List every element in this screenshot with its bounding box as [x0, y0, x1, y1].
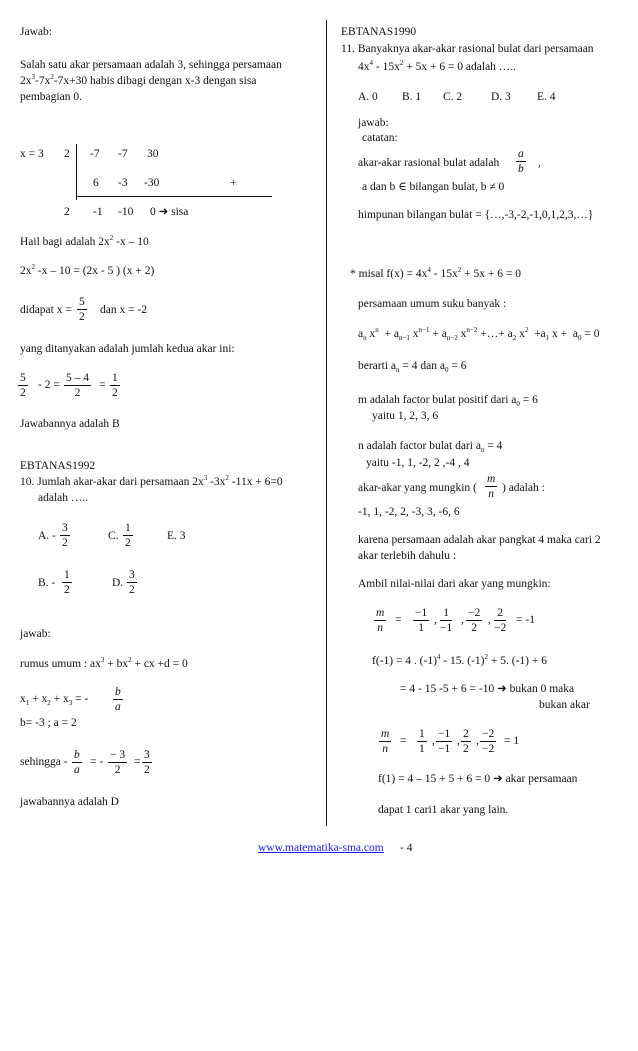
option-e: E. 3	[167, 530, 186, 542]
text-line: yaitu 1, 2, 3, 6	[372, 410, 439, 422]
text-line: = -1	[516, 614, 535, 626]
text-line: b= -3 ; a = 2	[20, 717, 77, 729]
fraction: $\frac{5 - 4}{2}$	[66, 372, 89, 399]
fraction: $\frac{m}{n}$	[381, 728, 390, 755]
text-line: yaitu -1, 1, -2, 2 ,-4 , 4	[366, 457, 470, 469]
fraction: $\frac{b}{a}$	[115, 686, 121, 713]
text-line: * misal $f(x) = 4x^4 - 15x^2 + 5x + 6 = 0$	[350, 266, 521, 280]
comma: ,	[461, 614, 464, 626]
fraction: $\frac{- 3}{2}$	[110, 749, 126, 776]
horner-line	[76, 196, 272, 197]
text-line: yang ditanyakan adalah jumlah kedua akar ini:	[20, 343, 235, 355]
text-line: -1, 1, -2, 2, -3, 3, -6, 6	[358, 506, 460, 518]
text-line: dapat 1 cari1 akar yang lain.	[378, 804, 509, 816]
text-line: dan x = -2	[100, 304, 148, 316]
text-line: m adalah factor bulat positif dari $a_0 = 6$	[358, 394, 538, 408]
question-text: 10. Jumlah akar-akar dari persamaan $2x^3$ $-3x^2$ -11x + 6=0	[20, 474, 283, 488]
option-b: B. -	[38, 577, 56, 589]
text-line: = 1	[504, 735, 520, 747]
horner-cell: -7	[118, 148, 128, 160]
horner-x: x = 3	[20, 148, 44, 160]
comma: ,	[434, 614, 437, 626]
answer-label: Jawab:	[20, 26, 52, 38]
fraction: $\frac{b}{a}$	[74, 749, 80, 776]
general-polynomial: $a_n$ $x^n + a_{n-1}$ $x^{n-1} + a_{n-2}$ $x^{n-2}$ +…+ $a_2$ $x^2 +a_1$ $x + a_0 = 0$	[358, 326, 600, 342]
fraction: $\frac{3}{2}$	[144, 749, 150, 776]
text-line: rumus umum : $ax^3 + bx^2$ + cx +d = 0	[20, 656, 188, 670]
fraction: $\frac{5}{2}$	[79, 296, 85, 323]
text-line: bukan akar	[539, 699, 590, 711]
horner-cell: -3	[118, 177, 128, 189]
text-line: berarti $a_n = 4$ dan $a_0 = 6$	[358, 360, 467, 374]
text-line: =	[395, 614, 402, 626]
answer-label: jawab:	[20, 628, 51, 640]
horner-cell: 30	[147, 148, 159, 160]
answer-label: jawab:	[358, 117, 389, 129]
text-line: f(-1) = 4 . $(-1)^4 - 15$. $(-1)^2 + 5$. (-1) + 6	[372, 653, 547, 667]
option-d: D. 3	[491, 91, 511, 103]
horner-cell: -10	[118, 206, 134, 218]
column-divider	[326, 20, 327, 826]
option-a: A. -	[38, 530, 56, 542]
exam-title: EBTANAS1990	[341, 26, 417, 38]
comma: ,	[476, 735, 479, 747]
question-text: $4x^4 - 15x^2 + 5x + 6 = 0$ adalah …..	[358, 59, 517, 73]
option-c: C. 2	[443, 91, 463, 103]
fraction: $\frac{2}{-2}$	[494, 607, 507, 634]
text-line: - 2 =	[38, 379, 60, 391]
fraction: $\frac{1}{2}$	[112, 372, 118, 399]
text-line: $x_1 + x_2 + x_3$ = -	[20, 693, 89, 707]
text-line: ,	[538, 157, 541, 169]
text-line: Jawabannya adalah B	[20, 418, 120, 430]
question-text: adalah …..	[38, 492, 89, 504]
fraction: $\frac{m}{n}$	[487, 473, 496, 500]
text-line: akar-akar rasional bulat adalah	[358, 157, 500, 169]
text-line: =	[134, 756, 141, 768]
text-line: n adalah factor bulat dari $a_n = 4$	[358, 440, 503, 454]
option-a: A. 0	[358, 91, 378, 103]
arrow-right-icon: ➜	[158, 206, 169, 218]
question-text: 11. Banyaknya akar-akar rasional bulat dari persamaan	[341, 43, 594, 55]
horner-cell: -30	[144, 177, 160, 189]
comma: ,	[488, 614, 491, 626]
text-line: pembagian 0.	[20, 91, 82, 103]
horner-cell: 2	[64, 148, 70, 160]
horner-divider	[76, 144, 77, 200]
horner-cell: 6	[93, 177, 99, 189]
comma: ,	[432, 735, 435, 747]
horner-cell: 0 ➜ sisa	[150, 206, 189, 218]
text-line: = -	[90, 756, 104, 768]
horner-cell: -7	[90, 148, 100, 160]
page-number: - 4	[400, 842, 413, 854]
text-line: f(1) = 4 – 15 + 5 + 6 = 0 ➜ akar persamaan	[378, 773, 578, 785]
note-label: catatan:	[362, 132, 398, 144]
horner-plus: +	[230, 177, 237, 189]
comma: ,	[457, 735, 460, 747]
website-link[interactable]: www.matematika-sma.com	[258, 842, 384, 854]
fraction: $\frac{a}{b}$	[518, 148, 524, 175]
text-line: a dan b ∈ bilangan bulat, b ≠ 0	[362, 181, 505, 193]
text-line: akar-akar yang mungkin (	[358, 482, 477, 494]
text-line: sehingga -	[20, 756, 68, 768]
fraction: $\frac{1}{2}$	[125, 522, 131, 549]
fraction: $\frac{-2}{2}$	[468, 607, 481, 634]
fraction: $\frac{1}{2}$	[64, 569, 70, 596]
fraction: $\frac{2}{2}$	[463, 728, 469, 755]
text-line: $2x^3-7x^2-7x+30$ habis dibagi dengan x-3 dengan sisa	[20, 73, 257, 87]
arrow-right-icon: ➜	[493, 773, 503, 785]
text-line: Salah satu akar persamaan adalah 3, sehingga persamaan	[20, 59, 282, 71]
fraction: $\frac{-2}{-2}$	[482, 728, 495, 755]
text-line: karena persamaan adalah akar pangkat 4 maka cari 2	[358, 534, 601, 546]
text-line: ) adalah :	[502, 482, 545, 494]
horner-cell: 2	[64, 206, 70, 218]
text-line: =	[400, 735, 407, 747]
fraction: $\frac{1}{1}$	[419, 728, 425, 755]
fraction: $\frac{5}{2}$	[20, 372, 26, 399]
fraction: $\frac{3}{2}$	[62, 522, 68, 549]
fraction: $\frac{-1}{1}$	[415, 607, 428, 634]
text-line: Hail bagi adalah $2x^2$ -x – 10	[20, 234, 149, 248]
option-c: C.	[108, 530, 119, 542]
text-line: didapat x =	[20, 304, 72, 316]
text-line: =	[99, 379, 106, 391]
fraction: $\frac{-1}{-1}$	[438, 728, 451, 755]
text-line: $2x^2$ -x – 10 = (2x - 5 ) (x + 2)	[20, 263, 155, 277]
fraction: $\frac{m}{n}$	[376, 607, 385, 634]
text-line: = 4 - 15 -5 + 6 = -10 ➜ bukan 0 maka	[400, 683, 575, 695]
exam-title: EBTANAS1992	[20, 460, 96, 472]
text-line: akar terlebih dahulu :	[358, 550, 457, 562]
arrow-right-icon: ➜	[497, 683, 507, 695]
option-b: B. 1	[402, 91, 422, 103]
option-e: E. 4	[537, 91, 556, 103]
fraction: $\frac{1}{-1}$	[440, 607, 453, 634]
text-line: himpunan bilangan bulat = {…,-3,-2,-1,0,1,2,3,…}	[358, 209, 594, 221]
text-line: Ambil nilai-nilai dari akar yang mungkin:	[358, 578, 551, 590]
fraction: $\frac{3}{2}$	[129, 569, 135, 596]
text-line: persamaan umum suku banyak :	[358, 298, 507, 310]
text-line: jawabannya adalah D	[20, 796, 119, 808]
horner-cell: -1	[93, 206, 103, 218]
option-d: D.	[112, 577, 124, 589]
